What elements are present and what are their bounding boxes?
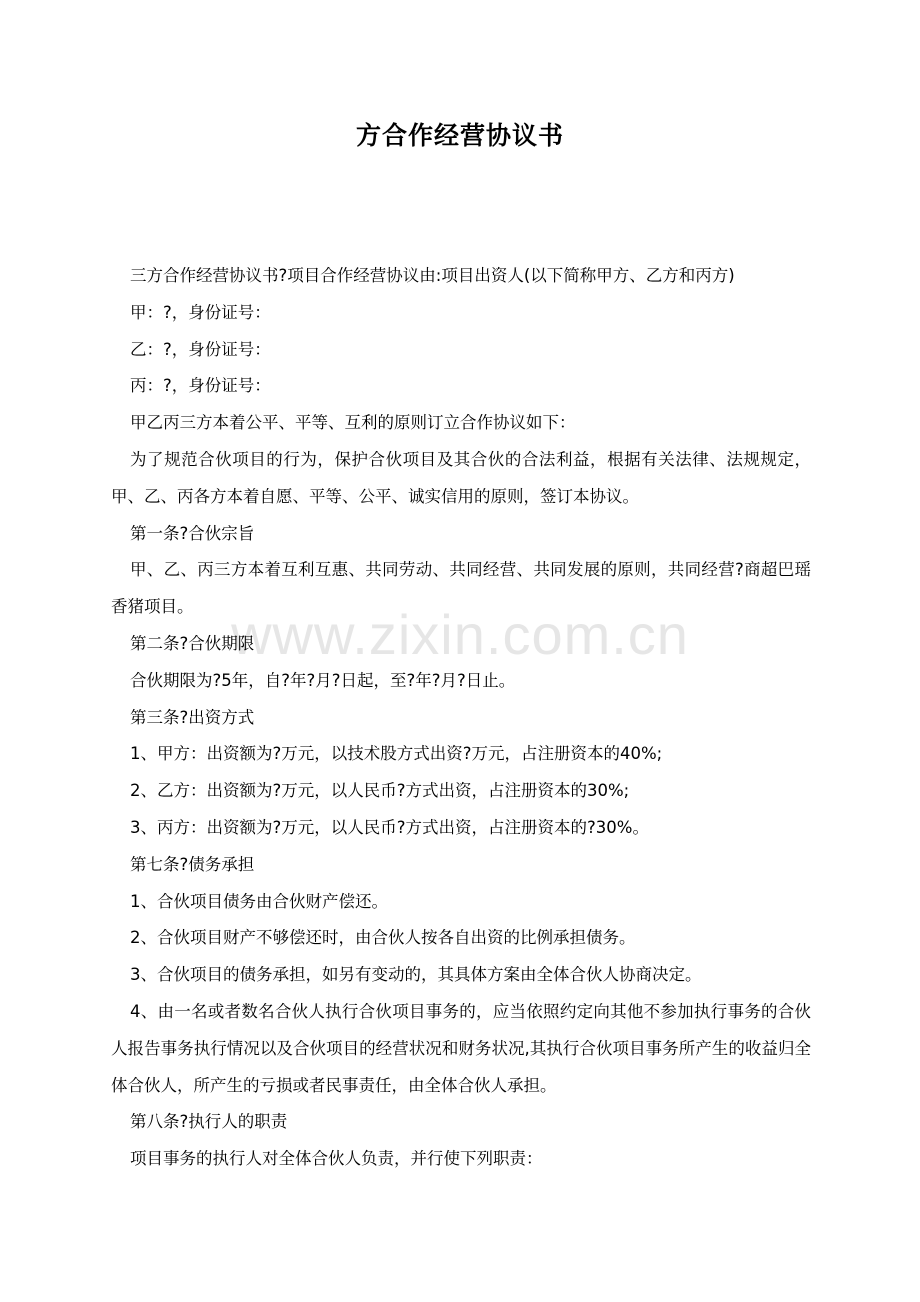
paragraph-intro: 三方合作经营协议书?项目合作经营协议由:项目出资人(以下简称甲方、乙方和丙方) [130,266,735,285]
article-7-item-2: 2、合伙项目财产不够偿还时，由合伙人按各自出资的比例承担债务。 [130,928,636,948]
paragraph-party-c: 丙：?，身份证号： [130,376,271,396]
article-3-item-2: 2、乙方：出资额为?万元，以人民币?方式出资，占注册资本的30%; [130,781,630,801]
article-3-item-3: 3、丙方：出资额为?万元，以人民币?方式出资，占注册资本的?30%。 [130,817,649,837]
article-7-item-1: 1、合伙项目债务由合伙财产偿还。 [130,891,388,911]
article-7-heading: 第七条?债务承担 [130,854,255,874]
paragraph-purpose: 为了规范合伙项目的行为，保护合伙项目及其合伙的合法利益，根据有关法律、法规规定，甲、乙、丙各方本着自愿、平等、公平、诚实信用的原则，签订本协议。 [111,449,811,506]
article-8-heading: 第八条?执行人的职责 [130,1112,288,1132]
article-3-item-1: 1、甲方：出资额为?万元，以技术股方式出资?万元，占注册资本的40%; [130,744,663,764]
article-1-heading: 第一条?合伙宗旨 [130,523,255,543]
paragraph-principle: 甲乙丙三方本着公平、平等、互利的原则订立合作协议如下： [130,413,576,433]
article-8-text: 项目事务的执行人对全体合伙人负责，并行使下列职责： [130,1149,543,1169]
document-title: 方合作经营协议书 [355,121,564,150]
article-3-heading: 第三条?出资方式 [130,707,255,727]
article-7-item-3: 3、合伙项目的债务承担，如另有变动的，其具体方案由全体合伙人协商决定。 [130,965,702,985]
article-7-item-4: 4、由一名或者数名合伙人执行合伙项目事务的，应当依照约定向其他不参加执行事务的合伙人报告事务执行情况以及合伙项目的经营状况和财务状况,其执行合伙项目事务所产生的收益归全体合伙人，所产生的亏损或者民事责任，由全体合伙人承担。 [111,1001,811,1095]
paragraph-party-b: 乙：?，身份证号： [130,339,271,359]
document-body [111,258,811,1178]
paragraph-party-a: 甲：?，身份证号： [130,302,271,322]
article-2-text: 合伙期限为?5年，自?年?月?日起，至?年?月?日止。 [130,670,516,690]
article-2-heading: 第二条?合伙期限 [130,633,255,653]
watermark: www.zixin.com.cn [231,603,689,666]
article-1-text: 甲、乙、丙三方本着互利互惠、共同劳动、共同经营、共同发展的原则，共同经营?商超巴瑶香猪项目。 [111,560,811,617]
